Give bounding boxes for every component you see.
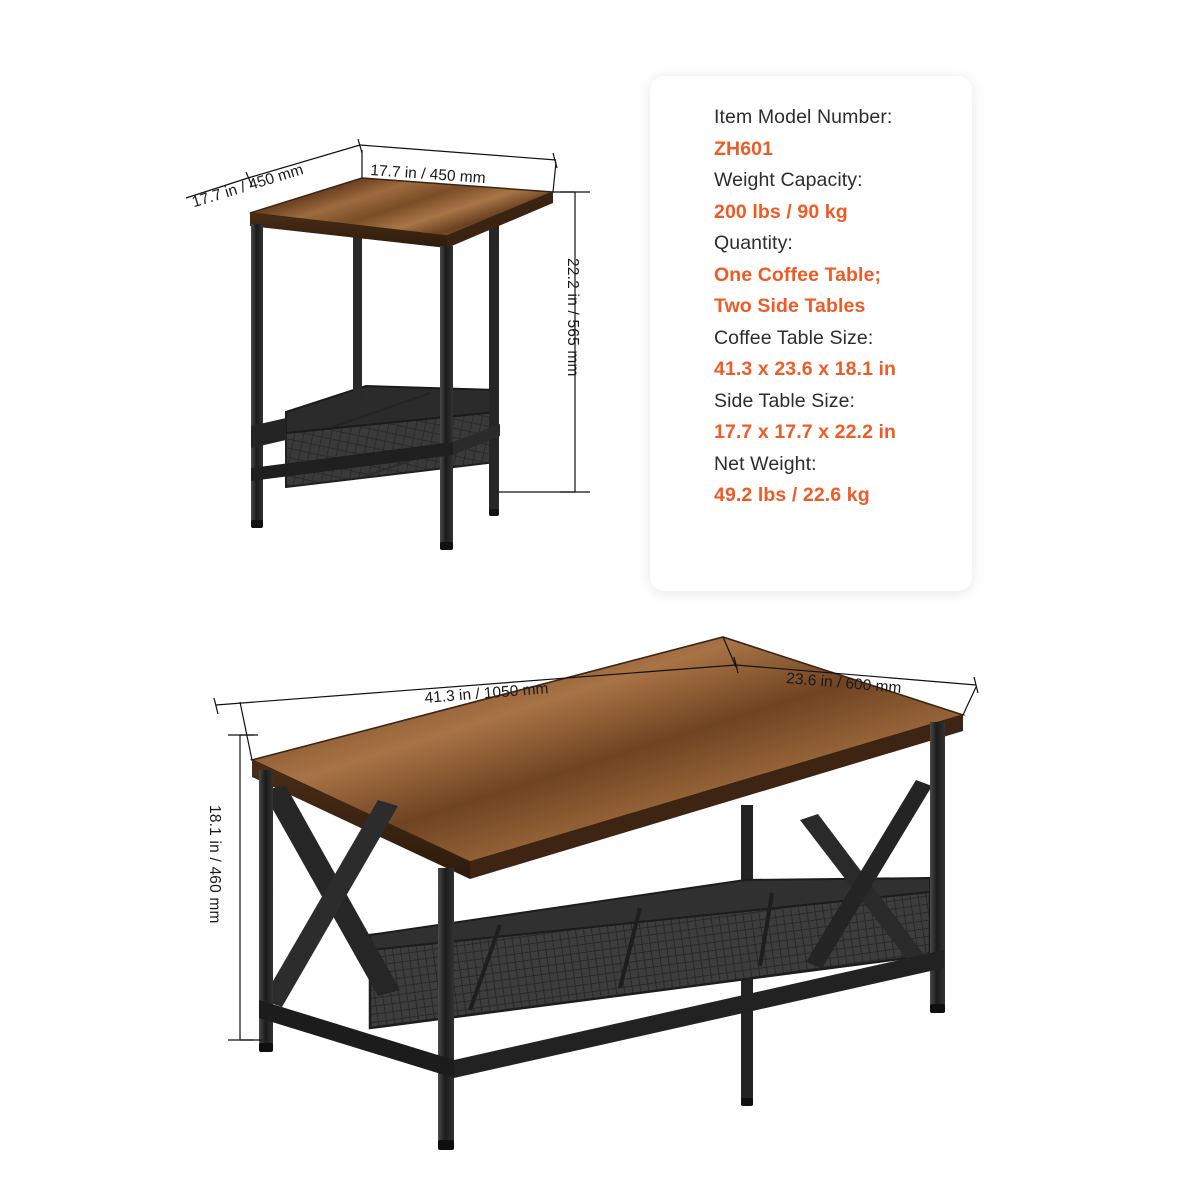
coffee-table-x-brace-left — [262, 786, 400, 1007]
coffee-table-foot-left — [259, 1043, 273, 1052]
spec-line — [714, 323, 972, 355]
coffee-table-width-label: 41.3 in / 1050 mm — [424, 680, 550, 707]
spec-label: Weight Capacity: — [714, 169, 863, 191]
side-table-illustration — [186, 139, 590, 550]
side-table-foot-right — [440, 542, 453, 550]
spec-line — [714, 197, 972, 229]
spec-line — [714, 291, 972, 323]
spec-value: One Coffee Table; — [714, 263, 882, 286]
spec-label: Coffee Table Size: — [714, 326, 874, 349]
coffee-table-illustration — [214, 637, 978, 1150]
side-table-depth-label: 17.7 in / 450 mm — [190, 161, 306, 212]
side-table-front-leg-right — [440, 246, 453, 546]
coffee-table-front-leg-center — [438, 868, 454, 1148]
coffee-table-foot-center — [438, 1140, 454, 1150]
spec-line — [714, 165, 972, 197]
side-table-foot-left — [251, 520, 263, 528]
coffee-table-foot-rear-mid — [741, 1098, 753, 1106]
side-table-height-label: 22.2 in / 565 mm — [564, 258, 581, 377]
spec-line — [714, 102, 972, 134]
spec-line — [714, 480, 972, 512]
side-table-rear-leg-right — [489, 213, 499, 513]
coffee-table-depth-label: 23.6 in / 600 mm — [785, 670, 903, 697]
spec-value: 17.7 x 17.7 x 22.2 in — [714, 421, 897, 443]
spec-line — [714, 228, 972, 260]
coffee-table-height-label: 18.1 in / 460 mm — [206, 805, 223, 924]
spec-value: 41.3 x 23.6 x 18.1 in — [714, 358, 897, 380]
spec-label: Item Model Number: — [714, 106, 893, 128]
side-table-foot-rear-right — [489, 509, 499, 516]
spec-line — [714, 386, 972, 418]
specification-list — [650, 102, 972, 512]
spec-value: ZH601 — [714, 137, 774, 160]
spec-line — [714, 449, 972, 481]
spec-value: 200 lbs / 90 kg — [714, 200, 848, 223]
spec-label: Quantity: — [714, 232, 793, 254]
spec-value: 49.2 lbs / 22.6 kg — [714, 484, 870, 506]
spec-line — [714, 134, 972, 166]
side-table-top — [250, 178, 553, 248]
coffee-table-foot-right — [930, 1004, 945, 1013]
spec-label: Side Table Size: — [714, 389, 856, 412]
side-table-rear-leg-left — [353, 212, 362, 402]
side-table-width-label: 17.7 in / 450 mm — [369, 162, 487, 188]
specification-card — [650, 76, 972, 591]
spec-line — [714, 354, 972, 386]
spec-value: Two Side Tables — [714, 295, 866, 317]
spec-label: Net Weight: — [714, 452, 817, 475]
spec-line — [714, 260, 972, 292]
spec-line — [714, 417, 972, 449]
